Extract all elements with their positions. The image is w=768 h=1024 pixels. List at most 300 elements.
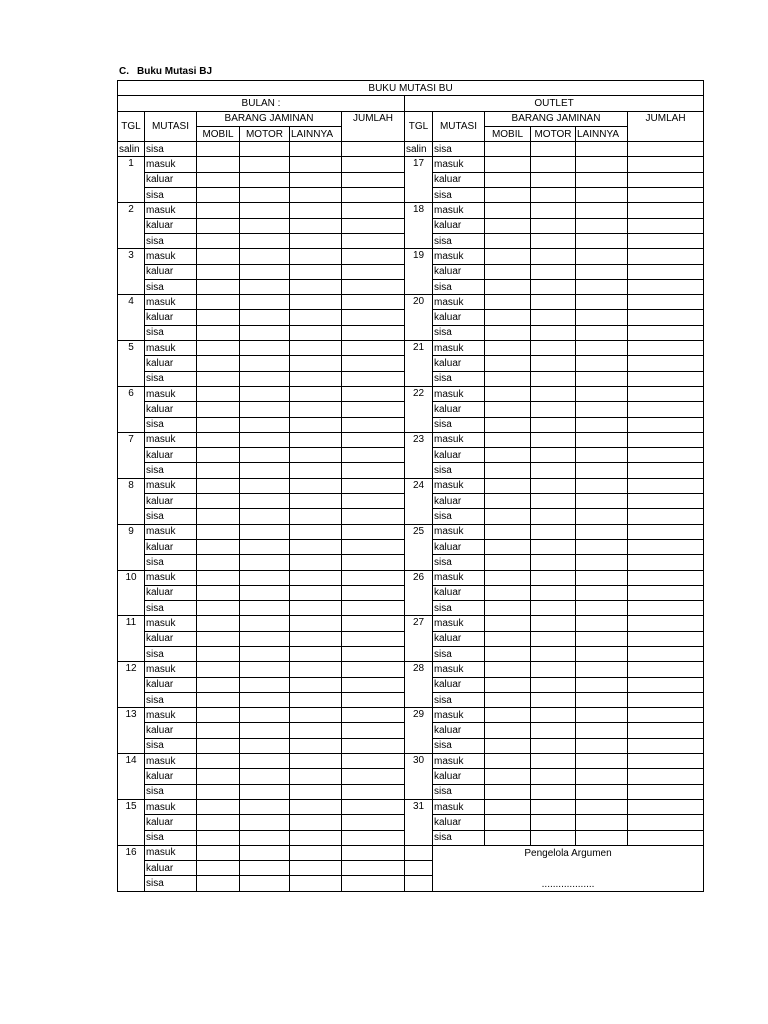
cell [342,509,405,524]
cell [197,341,240,356]
cell [531,524,576,539]
cell [531,432,576,447]
cell [485,341,531,356]
day-number-right: 22 [405,386,433,432]
cell [197,570,240,585]
cell [290,172,342,187]
cell [240,524,290,539]
cell [197,754,240,769]
cell [342,861,405,876]
cell [240,356,290,371]
cell [576,371,628,386]
cell [576,555,628,570]
mutation-label: sisa [433,555,485,570]
cell [485,662,531,677]
salin-label-right: salin [405,142,433,157]
cell [290,203,342,218]
cell [290,784,342,799]
cell [240,142,290,157]
cell [576,754,628,769]
cell [576,157,628,172]
mutation-label: kaluar [433,402,485,417]
cell [576,539,628,554]
cell [485,432,531,447]
cell [576,188,628,203]
cell [576,325,628,340]
cell [290,585,342,600]
cell [197,524,240,539]
cell [485,815,531,830]
cell [197,646,240,661]
cell [240,509,290,524]
cell [576,386,628,401]
day-number-right: 25 [405,524,433,570]
cell [531,402,576,417]
cell [197,876,240,891]
mutation-label: sisa [145,876,197,891]
cell [576,769,628,784]
mutation-label: sisa [433,325,485,340]
cell [240,172,290,187]
cell [290,432,342,447]
cell [240,371,290,386]
cell [628,708,704,723]
mutation-label: kaluar [145,172,197,187]
cell [628,570,704,585]
section-letter: C. [119,66,129,77]
mutation-label: masuk [433,203,485,218]
cell [485,463,531,478]
cell [576,264,628,279]
cell [197,861,240,876]
table-row [118,662,704,677]
mutation-label: kaluar [145,539,197,554]
cell [197,448,240,463]
mutation-label: kaluar [433,585,485,600]
cell [576,478,628,493]
cell [240,738,290,753]
cell [342,295,405,310]
cell [628,585,704,600]
day-number-left: 14 [118,754,145,800]
cell [576,738,628,753]
cell [576,279,628,294]
cell [342,402,405,417]
table-row [118,754,704,769]
cell [485,310,531,325]
cell [576,218,628,233]
cell [628,784,704,799]
cell [240,417,290,432]
cell [240,754,290,769]
cell [485,677,531,692]
cell [485,188,531,203]
mutation-label: sisa [145,463,197,478]
cell [197,249,240,264]
cell [405,845,433,860]
cell [576,815,628,830]
cell [628,203,704,218]
cell [342,249,405,264]
day-number-right: 26 [405,570,433,616]
cell [628,692,704,707]
table-row [118,616,704,631]
cell [576,341,628,356]
cell [240,188,290,203]
mutation-label: sisa [145,188,197,203]
cell [531,570,576,585]
cell [197,692,240,707]
cell [531,646,576,661]
cell [628,631,704,646]
cell [576,708,628,723]
day-number-left: 10 [118,570,145,616]
day-number-right: 23 [405,432,433,478]
cell [342,570,405,585]
mutation-label: kaluar [145,723,197,738]
cell [197,769,240,784]
sisa-label-right: sisa [433,142,485,157]
mutation-label: kaluar [433,218,485,233]
cell [576,494,628,509]
mutation-label: sisa [145,830,197,845]
mutation-label: masuk [145,157,197,172]
cell [531,463,576,478]
mutation-label: sisa [433,738,485,753]
cell [576,585,628,600]
cell [197,478,240,493]
cell [485,494,531,509]
cell [290,478,342,493]
cell [290,310,342,325]
cell [290,341,342,356]
cell [290,631,342,646]
cell [240,448,290,463]
cell [197,815,240,830]
mutation-label: kaluar [433,723,485,738]
cell [342,356,405,371]
cell [531,218,576,233]
cell [485,784,531,799]
cell [240,861,290,876]
mutation-label: kaluar [145,402,197,417]
cell [197,509,240,524]
cell [290,539,342,554]
mutation-label: masuk [433,708,485,723]
cell [342,264,405,279]
cell [342,585,405,600]
mutation-label: kaluar [145,677,197,692]
mutation-label: masuk [145,249,197,264]
col-jumlah-right: JUMLAH [628,111,704,142]
cell [197,310,240,325]
cell [290,555,342,570]
mutation-label: sisa [433,279,485,294]
sub-mobil-right: MOBIL [485,126,531,141]
cell [342,279,405,294]
cell [485,142,531,157]
section-title: Buku Mutasi BJ [137,66,213,77]
mutation-label: sisa [433,371,485,386]
cell [197,142,240,157]
cell [240,723,290,738]
cell [240,876,290,891]
cell [240,830,290,845]
mutation-label: kaluar [433,264,485,279]
cell [290,601,342,616]
cell [531,356,576,371]
mutation-label: masuk [145,754,197,769]
cell [531,279,576,294]
cell [342,341,405,356]
day-number-right: 20 [405,295,433,341]
cell [628,157,704,172]
cell [485,295,531,310]
cell [197,295,240,310]
cell [290,509,342,524]
mutation-label: sisa [145,784,197,799]
cell [290,448,342,463]
cell [531,784,576,799]
cell [628,754,704,769]
cell [197,631,240,646]
cell [342,448,405,463]
col-tgl-right: TGL [405,111,433,142]
cell [197,845,240,860]
mutation-label: sisa [145,646,197,661]
cell [576,601,628,616]
day-number-left: 3 [118,249,145,295]
cell [342,631,405,646]
cell [240,341,290,356]
cell [531,142,576,157]
month-header: BULAN : [118,96,405,111]
cell [342,524,405,539]
cell [342,432,405,447]
mutation-label: kaluar [145,631,197,646]
day-number-right: 29 [405,708,433,754]
cell [485,601,531,616]
mutation-label: masuk [145,341,197,356]
cell [531,662,576,677]
cell [342,616,405,631]
col-barang-right: BARANG JAMINAN [485,111,628,126]
cell [197,723,240,738]
cell [531,478,576,493]
mutation-label: kaluar [145,494,197,509]
cell [290,876,342,891]
cell [628,677,704,692]
cell [342,662,405,677]
cell [628,233,704,248]
mutation-label: kaluar [145,264,197,279]
cell [628,172,704,187]
cell [290,463,342,478]
cell [485,646,531,661]
sub-lainnya-left: LAINNYA [290,126,342,141]
cell [240,539,290,554]
table-row [118,478,704,493]
table-row [118,386,704,401]
cell [628,341,704,356]
mutation-label: masuk [433,295,485,310]
cell [290,386,342,401]
cell [342,845,405,860]
col-barang-left: BARANG JAMINAN [197,111,342,126]
mutation-label: masuk [145,478,197,493]
cell [628,356,704,371]
cell [290,417,342,432]
cell [240,692,290,707]
cell [531,295,576,310]
mutation-label: kaluar [433,494,485,509]
signature-line: ................... [433,861,704,892]
cell [531,325,576,340]
mutation-label: sisa [145,325,197,340]
cell [531,386,576,401]
cell [240,310,290,325]
cell [290,845,342,860]
cell [290,861,342,876]
cell [240,218,290,233]
cell [576,692,628,707]
cell [240,157,290,172]
cell [342,830,405,845]
cell [531,509,576,524]
cell [342,310,405,325]
cell [290,524,342,539]
mutation-label: sisa [433,463,485,478]
mutation-label: masuk [433,524,485,539]
cell [342,799,405,814]
cell [485,692,531,707]
cell [342,233,405,248]
cell [240,616,290,631]
cell [576,463,628,478]
mutation-label: kaluar [145,769,197,784]
day-number-right: 19 [405,249,433,295]
cell [531,341,576,356]
cell [628,432,704,447]
cell [290,402,342,417]
cell [628,463,704,478]
cell [531,417,576,432]
mutation-label: masuk [145,295,197,310]
cell [485,172,531,187]
table-row [118,341,704,356]
cell [576,142,628,157]
cell [197,233,240,248]
cell [628,524,704,539]
section-heading [119,66,212,77]
cell [531,233,576,248]
cell [485,386,531,401]
cell [197,738,240,753]
cell [531,830,576,845]
cell [576,432,628,447]
cell [342,386,405,401]
cell [628,738,704,753]
cell [628,295,704,310]
cell [197,662,240,677]
cell [628,279,704,294]
day-number-left: 16 [118,845,145,891]
cell [240,325,290,340]
cell [240,494,290,509]
mutation-label: sisa [433,692,485,707]
mutation-label: kaluar [433,310,485,325]
mutation-label: kaluar [145,815,197,830]
cell [240,784,290,799]
cell [240,203,290,218]
cell [342,723,405,738]
table-row [118,295,704,310]
col-jumlah-left: JUMLAH [342,111,405,142]
cell [240,463,290,478]
mutation-label: kaluar [145,310,197,325]
cell [342,478,405,493]
cell [290,738,342,753]
cell [342,601,405,616]
cell [485,738,531,753]
cell [342,218,405,233]
cell [531,738,576,753]
cell [628,769,704,784]
cell [290,570,342,585]
cell [576,249,628,264]
mutation-label: masuk [433,754,485,769]
cell [628,310,704,325]
cell [628,830,704,845]
mutation-label: masuk [433,386,485,401]
cell [197,616,240,631]
cell [628,478,704,493]
cell [240,677,290,692]
cell [197,325,240,340]
cell [485,616,531,631]
cell [290,157,342,172]
cell [485,509,531,524]
cell [290,188,342,203]
mutation-label: masuk [433,570,485,585]
cell [290,754,342,769]
cell [290,616,342,631]
cell [197,402,240,417]
cell [342,555,405,570]
cell [342,784,405,799]
mutation-label: masuk [433,662,485,677]
day-number-right: 21 [405,341,433,387]
table-row [118,845,704,860]
cell [240,279,290,294]
cell [197,432,240,447]
cell [197,784,240,799]
cell [240,799,290,814]
day-number-left: 1 [118,157,145,203]
cell [290,371,342,386]
cell [485,402,531,417]
cell [531,371,576,386]
cell [240,264,290,279]
cell [531,494,576,509]
cell [531,585,576,600]
cell [576,616,628,631]
cell [342,539,405,554]
cell [531,708,576,723]
cell [240,662,290,677]
cell [197,188,240,203]
mutation-label: masuk [145,616,197,631]
